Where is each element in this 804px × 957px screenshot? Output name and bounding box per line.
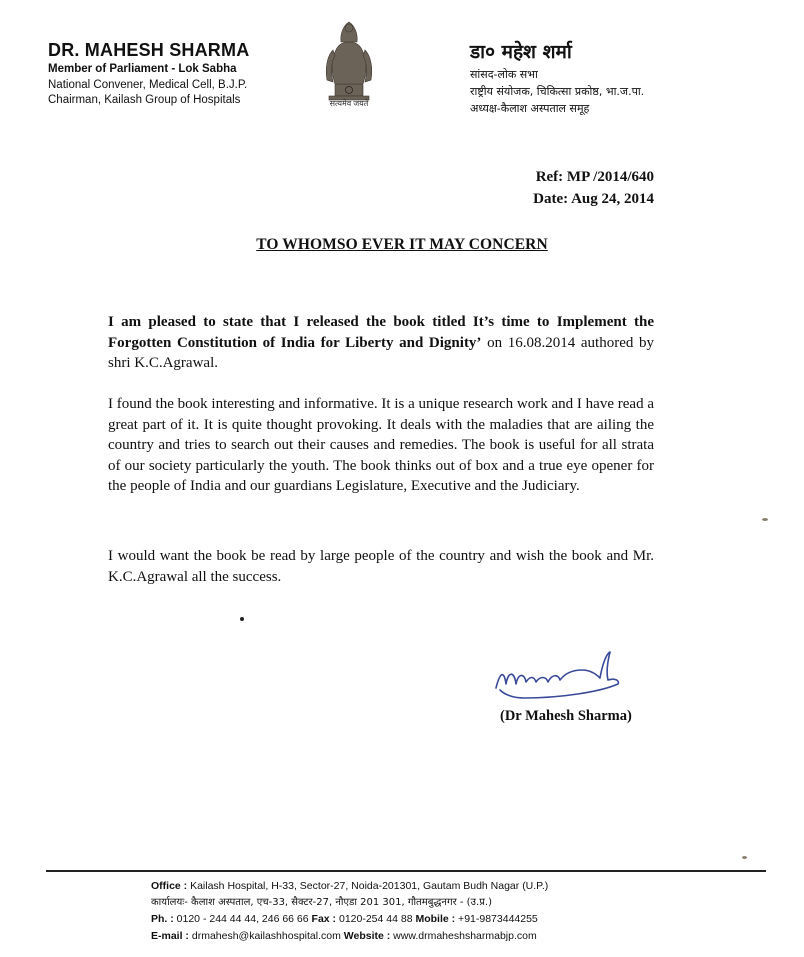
paragraph-2: I found the book interesting and informative. It is a unique research work and I have read a great part of it. It is quite thought provoking. It deals with the maladies that are ailing the country and tries to search out their causes and remedies. The book is useful for all strata of our society particularly the youth. The book thinks out of box and a true eye opener for the people of India and our guardians Legislature, Executive and the Judiciary.: [108, 396, 654, 494]
release-details: on 16.08.2014 authored by shri K.C.Agrawal.: [108, 334, 655, 371]
footer: [151, 878, 548, 944]
subject-line: [0, 236, 804, 254]
sender-position-hindi: राष्ट्रीय संयोजक, चिकित्सा प्रकोष्ठ, भा.ज.पा.: [470, 85, 645, 98]
phone-label: Ph. :: [151, 913, 174, 925]
paragraph-3: I would want the book be read by large people of the country and wish the book and Mr. K.C.Agrawal all the success.: [108, 548, 654, 585]
mobile-number: +91-9873444255: [455, 913, 538, 925]
scan-speck: [742, 856, 747, 859]
phone-numbers: 0120 - 244 44 44, 246 66 66: [173, 913, 312, 925]
website-label: Website :: [343, 929, 391, 942]
handwritten-signature: [490, 648, 650, 708]
office-label: Office :: [151, 880, 188, 892]
sender-position: National Convener, Medical Cell, B.J.P.: [48, 78, 248, 91]
email-address: drmahesh@kailashhospital.com: [188, 929, 344, 942]
letterhead-english: [48, 40, 249, 109]
sender-chairman: Chairman, Kailash Group of Hospitals: [48, 94, 241, 106]
sender-name: DR. MAHESH SHARMA: [48, 40, 250, 60]
fax-number: 0120-254 44 88: [336, 913, 416, 925]
website-url: www.drmaheshsharmabjp.com: [390, 929, 537, 942]
book-title-statement: I am pleased to state that I released the book titled It’s time to Implement the Forgotten Constitution of India for Liberty and Dignity’: [108, 314, 654, 351]
footer-office-line: [151, 878, 548, 895]
footer-contact-line: [151, 911, 548, 928]
signatory-name: (Dr Mahesh Sharma): [500, 708, 632, 724]
emblem-motto: सत्यमेव जयते: [329, 99, 369, 108]
ink-dot: [240, 617, 244, 621]
scan-speck: [762, 518, 768, 521]
paragraph-1: [108, 312, 654, 374]
letterhead-hindi: [470, 38, 644, 117]
footer-web-line: [151, 928, 548, 945]
sender-title: Member of Parliament - Lok Sabha: [48, 63, 237, 75]
footer-divider: [46, 870, 766, 872]
sender-name-hindi: डा० महेश शर्मा: [470, 41, 572, 63]
sender-chairman-hindi: अध्यक्ष-कैलाश अस्पताल समूह: [470, 102, 590, 115]
office-address: Kailash Hospital, H-33, Sector-27, Noida-201301, Gautam Budh Nagar (U.P.): [187, 880, 549, 892]
email-label: E-mail :: [151, 929, 189, 942]
mobile-label: Mobile :: [415, 913, 456, 925]
letter-date: Date: Aug 24, 2014: [533, 191, 654, 207]
subject-text: TO WHOMSO EVER IT MAY CONCERN: [256, 236, 548, 253]
reference-block: [533, 166, 654, 210]
fax-label: Fax :: [311, 913, 337, 925]
footer-hindi-address: कार्यालयः- कैलाश अस्पताल, एच-33, सैक्टर-27, नौएडा 201 301, गौतमबुद्धनगर - (उ.प्र.): [151, 896, 492, 908]
reference-number: Ref: MP /2014/640: [535, 169, 654, 185]
sender-title-hindi: सांसद-लोक सभा: [470, 68, 538, 81]
